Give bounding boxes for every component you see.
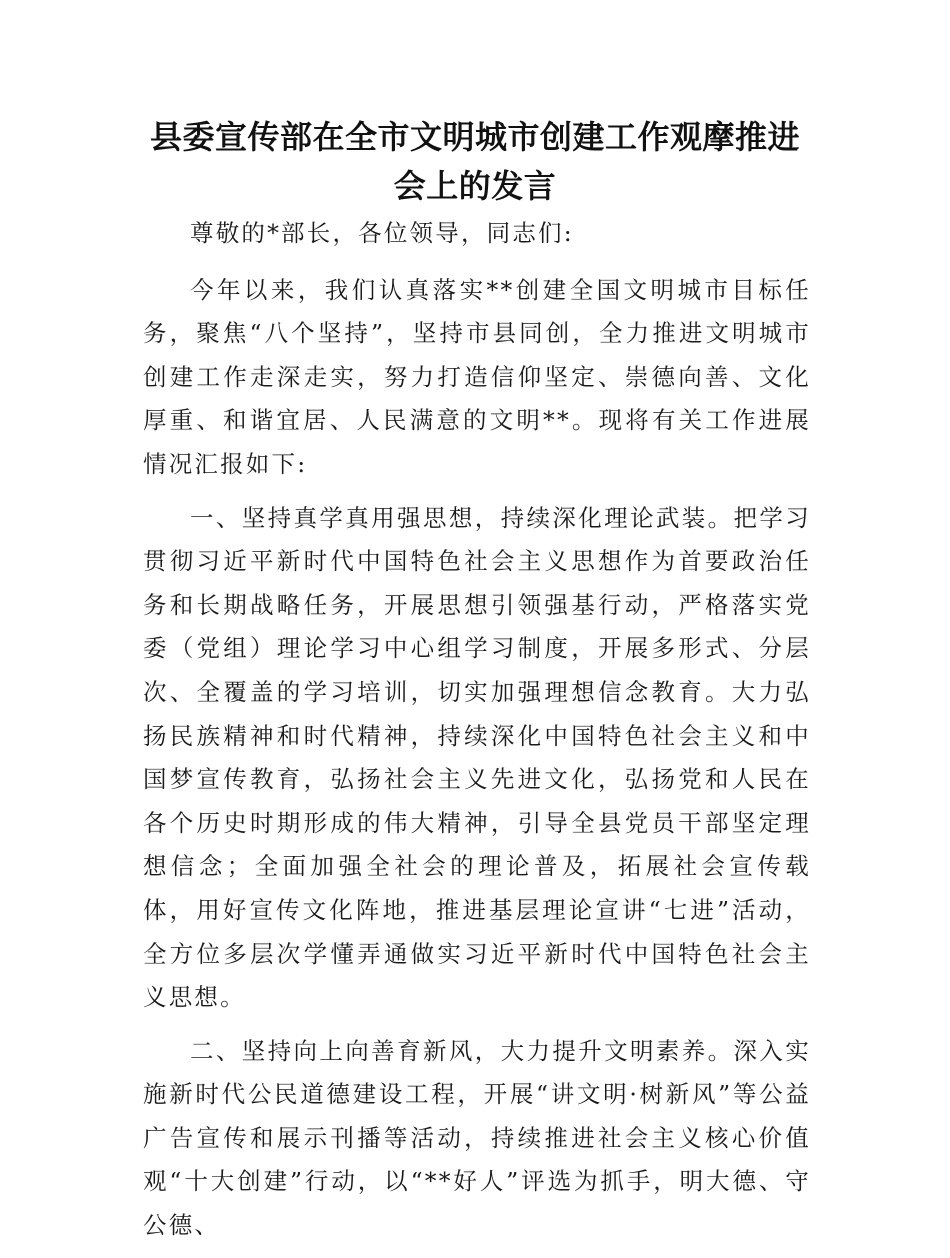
title-line-2: 会上的发言 <box>393 167 557 205</box>
salutation: 尊敬的*部长，各位领导，同志们: <box>190 219 574 247</box>
document-body <box>143 212 811 1258</box>
paragraph-intro: 今年以来，我们认真落实**创建全国文明城市目标任务，聚焦“八个坚持”，坚持市县同创，全力推进文明城市创建工作走深走实，努力打造信仰坚定、崇德向善、文化厚重、和谐宜居、人民满意的文明**。现将有关工作进展情况汇报如下: <box>143 275 811 478</box>
document-title <box>140 113 810 211</box>
paragraph-section-1: 一、坚持真学真用强思想，持续深化理论武装。把学习贯彻习近平新时代中国特色社会主义思想作为首要政治任务和长期战略任务，开展思想引领强基行动，严格落实党委（党组）理论学习中心组学习制度，开展多形式、分层次、全覆盖的学习培训，切实加强理想信念教育。大力弘扬民族精神和时代精神，持续深化中国特色社会主义和中国梦宣传教育，弘扬社会主义先进文化，弘扬党和人民在各个历史时期形成的伟大精神，引导全县党员干部坚定理想信念；全面加强全社会的理论普及，拓展社会宣传载体，用好宣传文化阵地，推进基层理论宣讲“七进”活动，全方位多层次学懂弄通做实习近平新时代中国特色社会主义思想。 <box>143 503 811 1012</box>
paragraph-section-2: 二、坚持向上向善育新风，大力提升文明素养。深入实施新时代公民道德建设工程，开展“讲文明·树新风”等公益广告宣传和展示刊播等活动，持续推进社会主义核心价值观“十大创建”行动，以“**好人”评选为抓手，明大德、守公德、 <box>143 1036 811 1240</box>
title-line-1: 县委宣传部在全市文明城市创建工作观摩推进 <box>149 118 800 156</box>
